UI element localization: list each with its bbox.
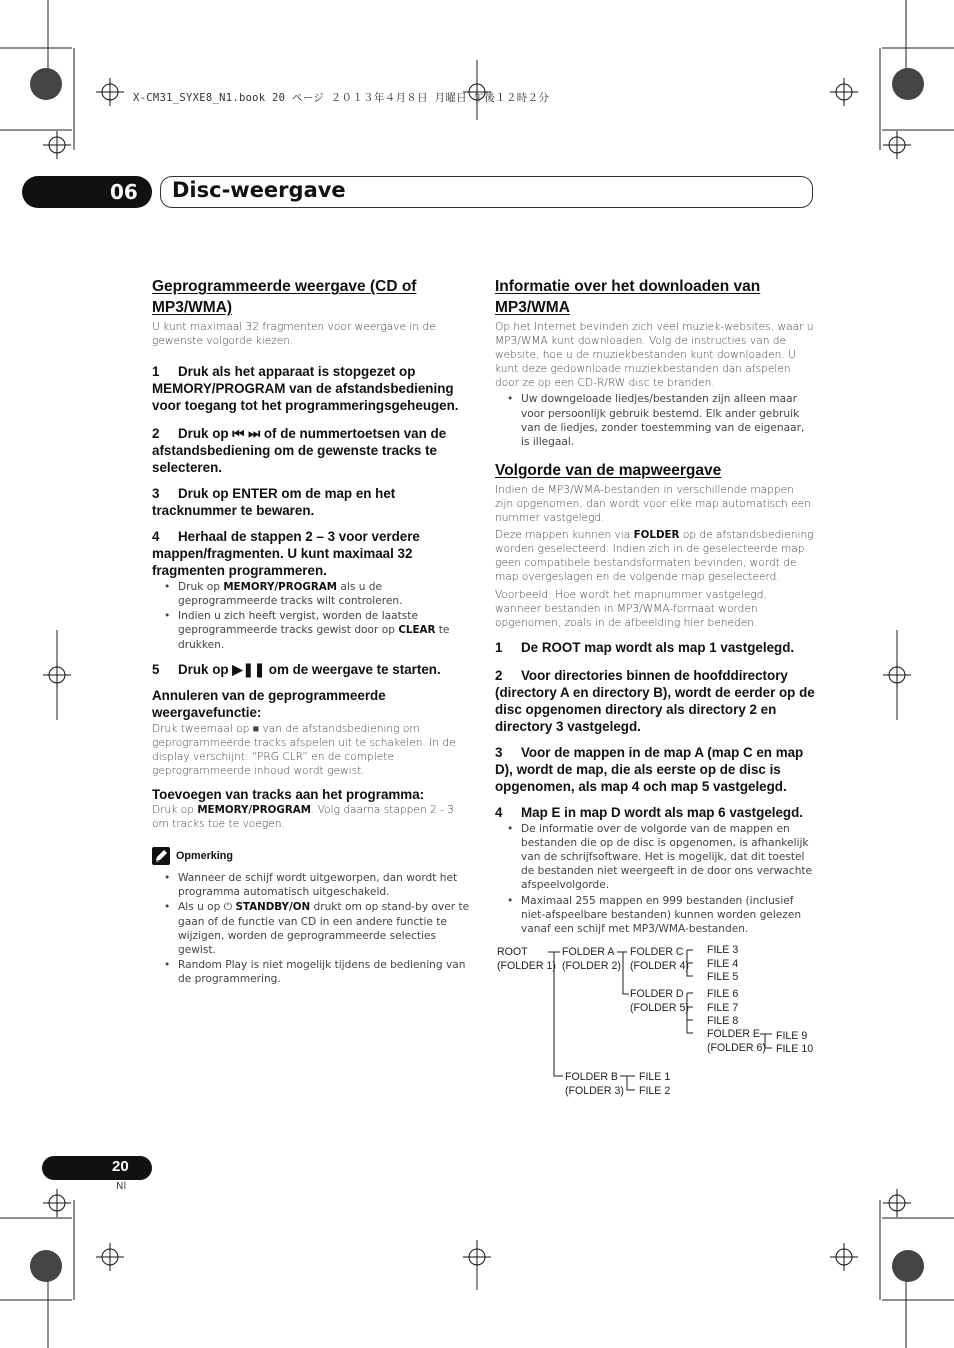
cancel-heading: Annuleren van de geprogrammeerde weergavefunctie: xyxy=(152,687,386,720)
diagram-file: FILE 8 xyxy=(707,1015,739,1027)
section-heading-download-info: Informatie over het downloaden van MP3/WMA xyxy=(495,278,761,316)
step-3: 3 Voor de mappen in de map A (map C en map D), wordt de map, die als eerste op de disc is opgenomen, als map 4 och map 5 vastgelegd. xyxy=(495,744,804,794)
step-4: 4 Map E in map D wordt als map 6 vastgelegd. xyxy=(495,804,804,820)
diagram-folder-a: FOLDER A xyxy=(562,946,615,958)
diagram-file: FILE 1 xyxy=(639,1071,671,1083)
folder-order-text-1: Indien de MP3/WMA-bestanden in verschillende mappen zijn opgenomen, dan wordt voor elke map automatisch een nummer vastgelegd. xyxy=(495,483,811,525)
page-number-badge xyxy=(42,1156,152,1180)
diagram-file: FILE 6 xyxy=(707,988,739,1000)
folder-order-text-3: Voorbeeld: Hoe wordt het mapnummer vastgelegd, wanneer bestanden in MP3/WMA-formaat worden opgenomen, zoals in de afbeelding hier beneden. xyxy=(495,588,767,629)
list-item: • Als u op ⏻ STANDBY/ON drukt om op stand-by over te gaan of de functie van CD in een andere functie te wijzigen, worden de geprogrammeerde selecties gewist. xyxy=(152,900,470,956)
page-language: Nl xyxy=(116,1181,127,1192)
section-heading-folder-order: Volgorde van de mapweergave xyxy=(495,461,722,479)
download-bullets xyxy=(495,392,815,448)
left-column xyxy=(152,276,470,987)
section-heading-programmed-playback: Geprogrammeerde weergave (CD of MP3/WMA) xyxy=(152,278,417,316)
step-1: 1 De ROOT map wordt als map 1 vastgelegd. xyxy=(495,639,795,655)
step-5: 5 Druk op ▶❚❚ om de weergave te starten. xyxy=(152,661,441,677)
diagram-folder-e: FOLDER E xyxy=(707,1028,760,1040)
note-header xyxy=(152,847,470,865)
note-bullets xyxy=(152,871,470,986)
diagram-folder-c: FOLDER C xyxy=(630,946,684,958)
step-2: 2 Druk op ⏮ ⏭ of de nummertoetsen van de afstandsbediening om de gewenste tracks te selecteren. xyxy=(152,426,447,476)
folder-tree-diagram xyxy=(495,942,825,1107)
diagram-file: FILE 3 xyxy=(707,944,739,956)
diagram-folder-e-sub: (FOLDER 6) xyxy=(707,1042,766,1054)
right-column xyxy=(495,276,815,938)
step-4: 4 Herhaal de stappen 2 – 3 voor verdere mappen/fragmenten. U kunt maximaal 32 fragmenten programmeren. xyxy=(152,529,420,579)
page-number: 20 xyxy=(112,1158,129,1175)
step-1: 1 Druk als het apparaat is stopgezet op MEMORY/PROGRAM van de afstandsbediening voor toegang tot het programmeringsgeheugen. xyxy=(152,364,459,414)
step-4-bullets xyxy=(152,580,470,651)
diagram-folder-a-sub: (FOLDER 2) xyxy=(562,960,621,972)
diagram-file: FILE 4 xyxy=(707,958,739,970)
diagram-root-sub: (FOLDER 1) xyxy=(497,960,556,972)
diagram-folder-d-sub: (FOLDER 5) xyxy=(630,1002,689,1014)
cancel-text: Druk tweemaal op ■ van de afstandsbediening om geprogrammeerde tracks afspelen uit te schakelen. In de display verschijnt: “PRG CLR” en de complete geprogrammeerde inhoud wordt gewist. xyxy=(152,722,456,777)
diagram-folder-c-sub: (FOLDER 4) xyxy=(630,960,689,972)
diagram-folder-d: FOLDER D xyxy=(630,988,684,1000)
list-item: • Indien u zich heeft vergist, worden de laatste geprogrammeerde tracks gewist door op CLEAR te drukken. xyxy=(152,609,470,651)
chapter-number: 06 xyxy=(110,180,138,204)
folder-order-text-2: Deze mappen kunnen via FOLDER op de afstandsbediening worden geselecteerd. Indien zich in de geselecteerde map geen compatibele bestandsformaten bevinden, wordt de map overgeslagen en de volgende map geselecteerd. xyxy=(495,529,814,584)
diagram-file: FILE 2 xyxy=(639,1085,671,1097)
list-item: • Uw downgeloade liedjes/bestanden zijn alleen maar voor persoonlijk gebruik bestemd. Elk ander gebruik van de liedjes, zonder toestemming van de eigenaar, is illegaal. xyxy=(495,392,815,448)
intro-text: U kunt maximaal 32 fragmenten voor weergave in de gewenste volgorde kiezen. xyxy=(152,321,436,348)
note-pencil-icon xyxy=(152,847,170,865)
note-label: Opmerking xyxy=(176,850,233,863)
step-2: 2 Voor directories binnen de hoofddirectory (directory A en directory B), wordt de eerder op de disc opgenomen directory als directory 2 en directory 3 vastgelegd. xyxy=(495,667,815,734)
list-item: • Maximaal 255 mappen en 999 bestanden (inclusief niet-afspeelbare bestanden) kunnen worden gelezen vanaf een schijf met MP3/WMA-bestanden. xyxy=(495,894,815,936)
diagram-folder-b: FOLDER B xyxy=(565,1071,618,1083)
diagram-file: FILE 7 xyxy=(707,1002,739,1014)
download-info-text: Op het Internet bevinden zich veel muziek-websites, waar u MP3/WMA kunt downloaden. Volg de instructies van de website, hoe u de muziekbestanden kunt downloaden. U kunt deze gedownloade muziekbestanden dan afspelen door ze op een CD-R/RW disc te branden. xyxy=(495,321,814,390)
chapter-title: Disc-weergave xyxy=(172,178,346,202)
diagram-file: FILE 10 xyxy=(776,1043,814,1055)
list-item: • De informatie over de volgorde van de mappen en bestanden die op de disc is opgenomen, is afhankelijk van de schrijfsoftware. Het is mogelijk, dat dit toestel de bestanden niet weergeeft in de door ons verwachte afspeelvolgorde. xyxy=(495,822,815,892)
add-tracks-heading: Toevoegen van tracks aan het programma: xyxy=(152,787,425,803)
add-tracks-text: Druk op MEMORY/PROGRAM. Volg daarna stappen 2 - 3 om tracks toe te voegen. xyxy=(152,804,455,831)
step-3: 3 Druk op ENTER om de map en het tracknummer te bewaren. xyxy=(152,486,396,519)
diagram-root: ROOT xyxy=(497,946,528,958)
folder-bullets xyxy=(495,822,815,937)
diagram-file: FILE 9 xyxy=(776,1030,808,1042)
list-item: • Druk op MEMORY/PROGRAM als u de geprogrammeerde tracks wilt controleren. xyxy=(152,580,470,608)
list-item: • Random Play is niet mogelijk tijdens de bediening van de programmering. xyxy=(152,958,470,986)
diagram-folder-b-sub: (FOLDER 3) xyxy=(565,1085,624,1097)
list-item: • Wanneer de schijf wordt uitgeworpen, dan wordt het programma automatisch uitgeschakeld. xyxy=(152,871,470,899)
print-header-line: X-CM31_SYXE8_N1.book 20 ページ ２０１３年４月８日 月曜日 午後１２時２分 xyxy=(133,92,550,104)
diagram-file: FILE 5 xyxy=(707,971,739,983)
